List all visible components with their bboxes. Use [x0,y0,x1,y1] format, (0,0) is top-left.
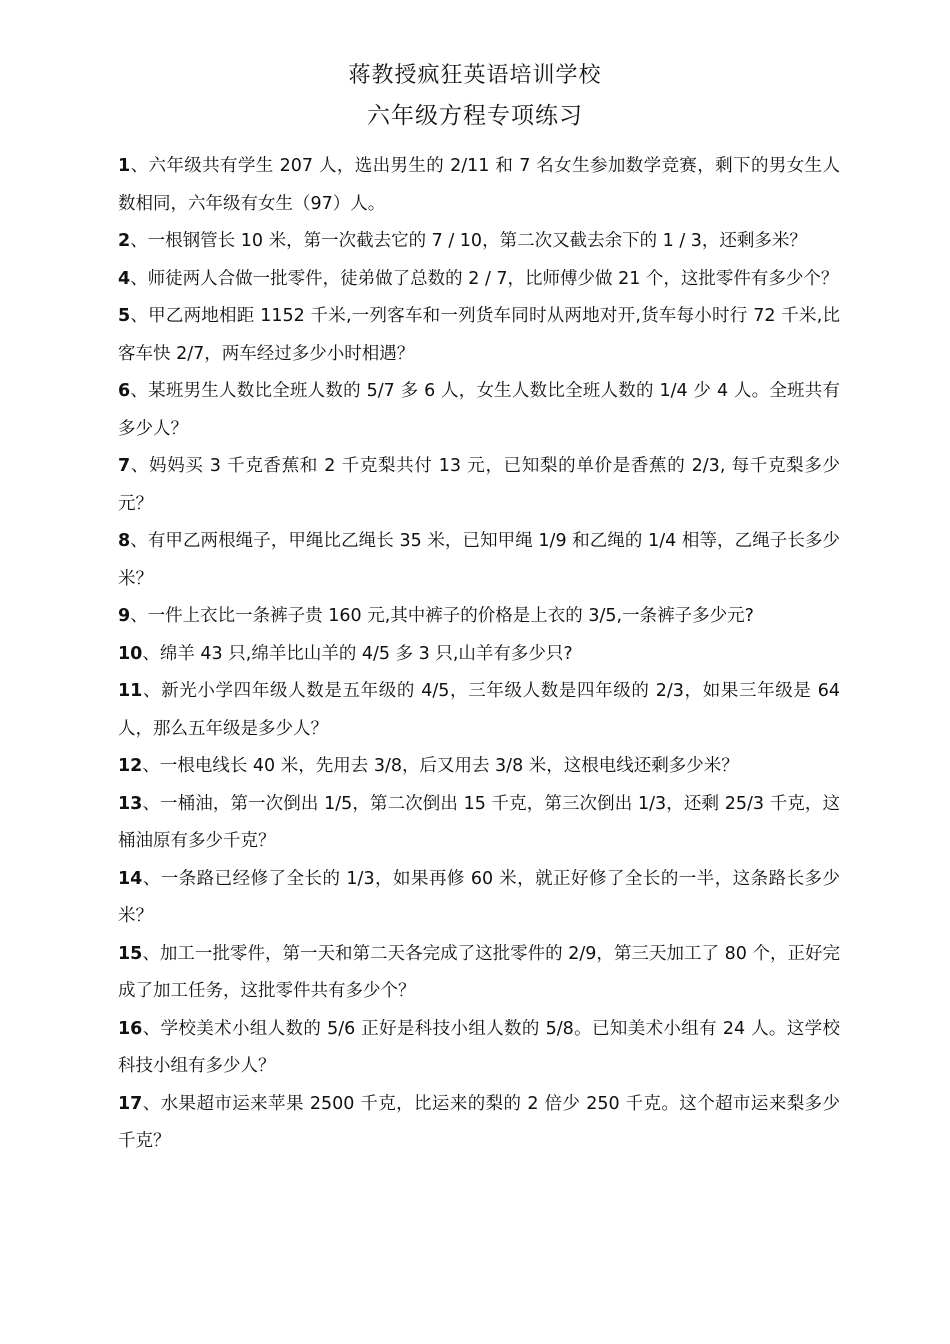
problem-text: 、师徒两人合做一批零件，徒弟做了总数的 2 / 7，比师傅少做 21 个，这批零件有多少个？ [130,268,839,289]
problem-text: 、一件上衣比一条裤子贵 160 元,其中裤子的价格是上衣的 3/5,一条裤子多少元? [130,606,754,626]
problem-number: 14 [118,868,143,889]
problem-text: 、有甲乙两根绳子，甲绳比乙绳长 35 米，已知甲绳 1/9 和乙绳的 1/4 相等，乙绳子长多少米？ [118,531,840,589]
problem-text: 、甲乙两地相距 1152 千米,一列客车和一列货车同时从两地对开,货车每小时行 72 千米,比客车快 2/7，两车经过多少小时相遇？ [118,306,840,364]
problem-item [118,148,840,223]
problem-text: 、六年级共有学生 207 人，选出男生的 2/11 和 7 名女生参加数学竞赛，剩下的男女生人数相同，六年级有女生（97）人。 [118,156,840,214]
problem-item [118,1086,840,1161]
problem-text: 、某班男生人数比全班人数的 5/7 多 6 人，女生人数比全班人数的 1/4 少 4 人。全班共有多少人？ [118,381,840,439]
problem-number: 6 [118,381,131,401]
problem-number: 17 [118,1093,143,1114]
problem-item [118,523,840,598]
problem-number: 13 [118,793,143,814]
problem-number: 15 [118,943,143,964]
page-title: 六年级方程专项练习 [367,103,583,129]
problem-item [118,223,840,261]
problem-list [118,148,840,1161]
problem-item [118,598,840,636]
problem-item [118,786,840,861]
problem-text: 、学校美术小组人数的 5/6 正好是科技小组人数的 5/8。已知美术小组有 24 人。这学校科技小组有多少人？ [118,1018,840,1076]
problem-item [118,748,840,786]
problem-number: 12 [118,756,143,776]
problem-item [118,936,840,1011]
problem-text: 、一桶油，第一次倒出 1/5，第二次倒出 15 千克，第三次倒出 1/3，还剩 25/3 千克，这桶油原有多少千克？ [118,793,840,851]
problem-item [118,373,840,448]
problem-item [118,861,840,936]
problem-text: 、绵羊 43 只,绵羊比山羊的 4/5 多 3 只,山羊有多少只? [142,643,573,664]
problem-item [118,448,840,523]
problem-item [118,673,840,748]
problem-number: 1 [118,156,131,176]
problem-item [118,636,840,674]
problem-item [118,1011,840,1086]
problem-text: 、妈妈买 3 千克香蕉和 2 千克梨共付 13 元，已知梨的单价是香蕉的 2/3, 每千克梨多少元？ [118,456,840,514]
problem-text: 、新光小学四年级人数是五年级的 4/5，三年级人数是四年级的 2/3，如果三年级是 64 人，那么五年级是多少人？ [118,681,840,739]
problem-number: 5 [118,306,131,326]
problem-number: 9 [118,606,131,626]
problem-number: 4 [118,268,131,289]
problem-text: 、水果超市运来苹果 2500 千克，比运来的梨的 2 倍少 250 千克。这个超市运来梨多少千克？ [118,1093,840,1151]
school-name: 蒋教授疯狂英语培训学校 [348,63,602,88]
problem-number: 7 [118,456,131,476]
problem-item [118,261,840,299]
problem-number: 10 [118,643,143,664]
problem-text: 、一根钢管长 10 米，第一次截去它的 7 / 10，第二次又截去余下的 1 / 3，还剩多米？ [130,231,807,251]
problem-number: 8 [118,531,131,551]
problem-item [118,298,840,373]
problem-number: 11 [118,681,143,701]
problem-number: 2 [118,231,131,251]
problem-number: 16 [118,1018,143,1039]
problem-text: 、一根电线长 40 米，先用去 3/8，后又用去 3/8 米，这根电线还剩多少米？ [142,756,739,776]
problem-text: 、一条路已经修了全长的 1/3，如果再修 60 米，就正好修了全长的一半，这条路长多少米？ [118,868,840,926]
problem-text: 、加工一批零件，第一天和第二天各完成了这批零件的 2/9，第三天加工了 80 个，正好完成了加工任务，这批零件共有多少个？ [118,943,840,1001]
